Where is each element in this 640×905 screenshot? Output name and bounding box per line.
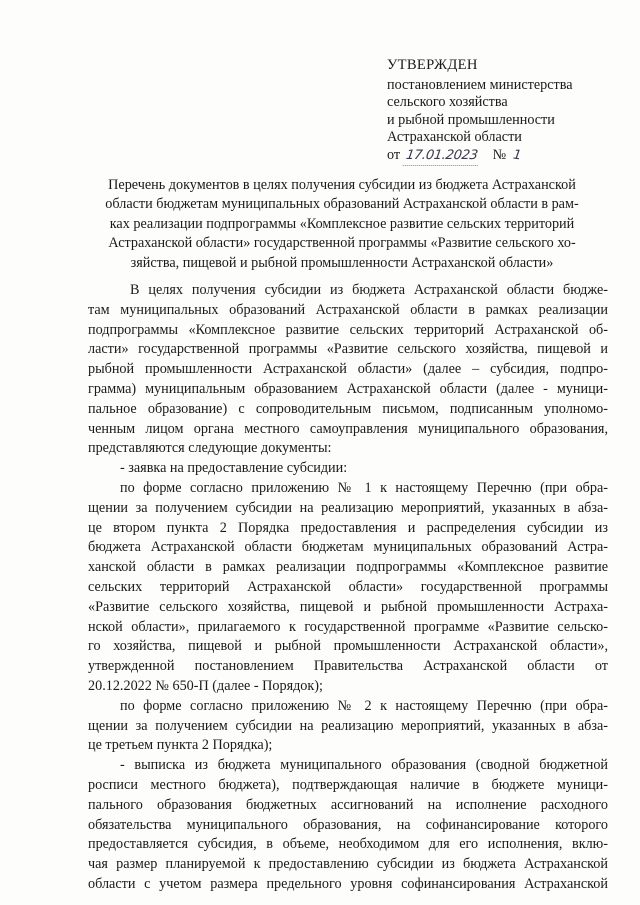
body-line: подпрограммы «Комплексное развитие сельских территорий Астраханской об- xyxy=(88,321,608,338)
body-line: пальное образование) с сопроводительным письмом, подписанным уполномо- xyxy=(88,400,608,417)
body-line: там муниципальных образований Астраханской области в рамках реализации xyxy=(88,301,608,318)
body-line: щении за получением субсидии на реализацию мероприятий, указанных в абза- xyxy=(88,717,608,734)
body-line: области с учетом размера предельного уровня софинансирования Астраханской xyxy=(88,875,608,892)
body-line: це третьем пункта 2 Порядка); xyxy=(88,737,273,754)
approval-line: и рыбной промышленности xyxy=(387,111,555,128)
body-line: грамма) муниципальным образованием Астраханской области (далее - муници- xyxy=(88,380,608,397)
body-line: 20.12.2022 № 650-П (далее - Порядок); xyxy=(88,677,323,694)
handwritten-date: 17.01.2023 xyxy=(402,147,480,166)
body-line: нской области», прилагаемого к государственной программе «Развитие сельско- xyxy=(88,618,608,635)
body-line: це втором пункта 2 Порядка предоставления и распределения субсидии из xyxy=(88,519,608,536)
body-line: по форме согласно приложению № 1 к настоящему Перечню (при обра- xyxy=(120,479,608,496)
title-line: Астраханской области» государственной программы «Развитие сельского хо- xyxy=(108,235,576,252)
body-line: бюджета Астраханской области бюджетам муниципальных образований Астра- xyxy=(88,539,608,556)
body-line: «Развитие сельского хозяйства, пищевой и рыбной промышленности Астраха- xyxy=(88,598,608,615)
body-line: предоставляется субсидия, в объеме, необходимом для его исполнения, вклю- xyxy=(88,836,608,853)
body-line: В целях получения субсидии из бюджета Астраханской области бюдже- xyxy=(130,282,608,298)
body-line: представляются следующие документы: xyxy=(88,440,332,457)
body-line: - заявка на предоставление субсидии: xyxy=(120,460,348,477)
body-line: росписи местного бюджета), подтверждающая наличие в бюджете муници- xyxy=(88,776,608,793)
handwritten-number: 1 xyxy=(511,147,522,164)
title-line: Перечень документов в целях получения субсидии из бюджета Астраханской xyxy=(108,177,576,193)
date-prefix: от xyxy=(387,146,401,163)
title-line: зяйства, пищевой и рыбной промышленности Астраханской области» xyxy=(130,254,554,271)
body-line: утвержденной постановлением Правительства Астраханской области от xyxy=(88,658,608,675)
approval-title: УТВЕРЖДЕН xyxy=(387,57,478,73)
body-line: чая размер планируемой к предоставлению субсидии из бюджета Астраханской xyxy=(88,856,608,873)
document-body xyxy=(88,281,608,895)
body-line: обязательства муниципального образования, на софинансирование которого xyxy=(88,816,608,833)
body-line: щении за получением субсидии на реализацию мероприятий, указанных в абза- xyxy=(88,499,608,516)
body-line: пального образования бюджетных ассигнований на исполнение расходного xyxy=(88,796,608,813)
body-line: ханской области в рамках реализации подпрограммы «Комплексное развитие xyxy=(88,559,608,576)
body-line: го хозяйства, пищевой и рыбной промышленности Астраханской области», xyxy=(88,638,608,655)
body-line: ченным лицом органа местного самоуправления муниципального образования, xyxy=(88,420,608,437)
approval-stamp xyxy=(387,57,627,167)
body-line: сельских территорий Астраханской области» государственной программы xyxy=(88,578,608,595)
approval-line: Астраханской области xyxy=(387,129,522,146)
approval-date-row xyxy=(387,147,627,167)
body-line: - выписка из бюджета муниципального образования (сводной бюджетной xyxy=(120,757,608,774)
title-line: ках реализации подпрограммы «Комплексное развитие сельских территорий xyxy=(109,215,575,232)
number-sign: № xyxy=(492,146,507,163)
document-title xyxy=(92,176,592,273)
approval-line: постановлением министерства xyxy=(387,76,573,93)
body-line: ласти» государственной программы «Развитие сельского хозяйства, пищевой и xyxy=(88,341,608,358)
title-line: области бюджетам муниципальных образований Астраханской области в рам- xyxy=(105,196,579,213)
body-line: рыбной промышленности Астраханской области» (далее – субсидия, подпро- xyxy=(88,361,608,378)
body-line: по форме согласно приложению № 2 к настоящему Перечню (при обра- xyxy=(120,697,608,714)
approval-line: сельского хозяйства xyxy=(387,94,508,111)
